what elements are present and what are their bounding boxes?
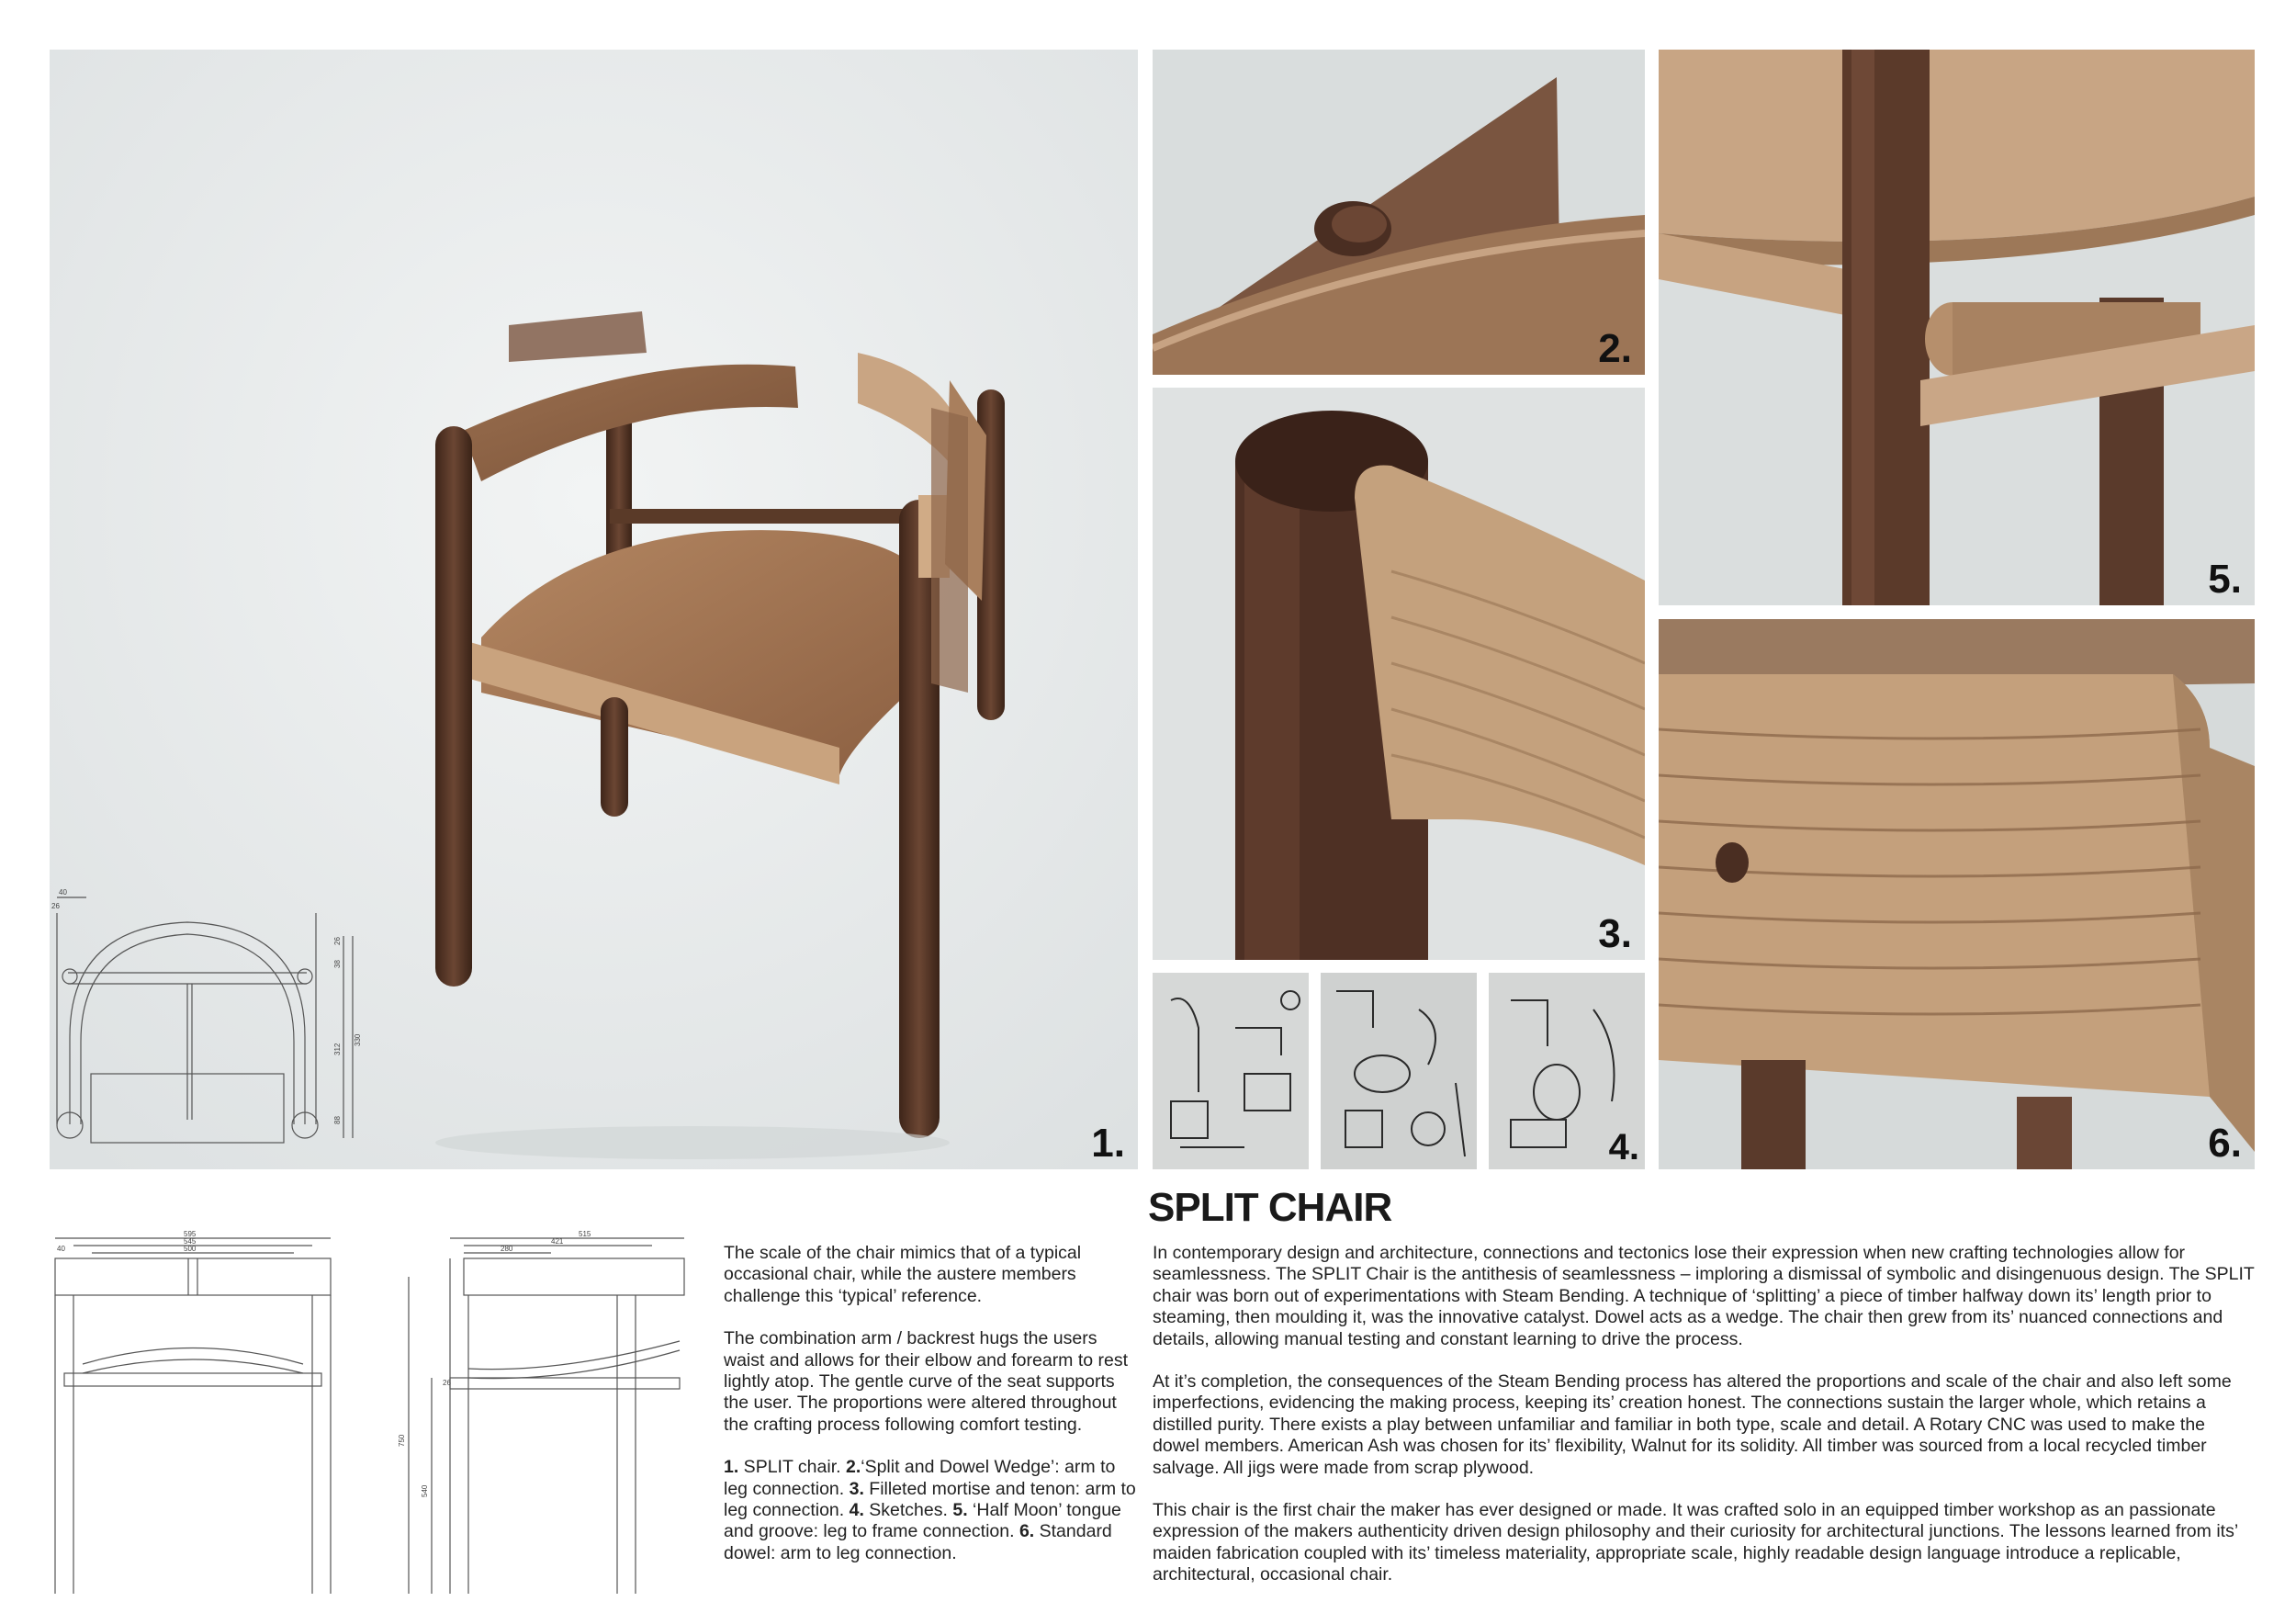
filleted-mortise-photo [1153, 388, 1645, 960]
caption-number: 2. [845, 1457, 861, 1478]
ergonomics-paragraph: The combination arm / backrest hugs the users waist and allows for their elbow and forearm to rest lightly atop. The gentle curve of the seat supports the user. The proportions were altered throughout the crafting process following comfort testing. [724, 1328, 1129, 1435]
dim-label: 595 [184, 1231, 197, 1238]
plan-drawing [50, 876, 380, 1169]
half-moon-photo [1659, 50, 2255, 605]
sketches [1153, 973, 1645, 1169]
panel-number: 5. [2208, 557, 2242, 602]
caption-number: 3. [849, 1478, 864, 1499]
caption-number: 6. [1019, 1521, 1035, 1542]
side-elevation-drawing [377, 1231, 698, 1598]
dim-label: 500 [184, 1245, 197, 1253]
caption-text: ‘Half Moon’ tongue and groove: leg to frame connection. [724, 1500, 1121, 1542]
dim-label: 26 [333, 937, 342, 945]
maker-paragraph: This chair is the first chair the maker has ever designed or made. It was crafted solo in an equipped timber workshop as an passionate expression of the makers authenticity driven design philosophy and their curiosity for architectural junctions. The lessons learned from its’ maiden fabrication coupled with its’ timeless materiality, appropriate scale, highly readable design language introduce a replicable, architectural, occasional chair. [1153, 1500, 2238, 1585]
dim-label: 26 [51, 902, 60, 910]
caption-text: Filleted mortise and tenon: arm to leg connection. [724, 1478, 1136, 1521]
front-elevation-drawing [46, 1231, 340, 1598]
panel-number: 4. [1608, 1127, 1639, 1167]
dim-label: 545 [184, 1237, 197, 1246]
description-right-column [1153, 1243, 2255, 1607]
caption-text: Sketches. [863, 1500, 953, 1521]
standard-dowel-photo [1659, 619, 2255, 1169]
dim-label: 88 [333, 1116, 342, 1124]
dim-label: 40 [57, 1245, 65, 1253]
dim-label: 330 [354, 1033, 362, 1046]
caption-number: 5. [952, 1500, 968, 1521]
dim-label: 312 [333, 1043, 342, 1055]
panel-number: 1. [1091, 1121, 1125, 1166]
page-title: SPLIT CHAIR [1148, 1185, 1392, 1230]
panel-number: 6. [2208, 1121, 2242, 1166]
dim-label: 38 [333, 960, 342, 968]
dim-label: 421 [551, 1237, 564, 1246]
dim-label: 280 [501, 1245, 513, 1253]
main-chair-photo [50, 50, 1138, 1169]
split-dowel-wedge-photo [1153, 50, 1645, 375]
dim-label: 40 [59, 888, 67, 897]
panel-number: 2. [1598, 326, 1632, 371]
caption-text: ‘Split and Dowel Wedge’: arm to leg connection. [724, 1457, 1116, 1499]
caption-number: 4. [849, 1500, 864, 1521]
dim-label: 750 [398, 1434, 406, 1447]
process-paragraph: At it’s completion, the consequences of the Steam Bending process has altered the proportions and scale of the chair and also left some imperfections, evidencing the making process, keeping its’ creation honest. The connections sustain the larger whole, which retains a distilled purity. There exists a play between unfamiliar and familiar in both type, scale and detail. A Rotary CNC was used to make the dowel members. American Ash was chosen for its’ flexibility, Walnut for its solidity. All timber was sourced from a local recycled timber salvage. All jigs were made from scrap plywood. [1153, 1371, 2232, 1478]
captions-paragraph [724, 1457, 1137, 1564]
dim-label: 515 [579, 1231, 591, 1238]
panel-number: 3. [1598, 911, 1632, 956]
caption-text: SPLIT chair. [738, 1457, 846, 1478]
caption-text: Standard dowel: arm to leg connection. [724, 1521, 1112, 1563]
description-left-column [724, 1243, 1137, 1585]
dim-label: 26 [443, 1379, 451, 1387]
dim-label: 540 [421, 1484, 429, 1497]
intro-paragraph: The scale of the chair mimics that of a typical occasional chair, while the austere members challenge this ‘typical’ reference. [724, 1243, 1082, 1306]
caption-number: 1. [724, 1457, 739, 1478]
concept-paragraph: In contemporary design and architecture, connections and tectonics lose their expression when new crafting technologies allow for seamlessness. The SPLIT Chair is the antithesis of seamlessness – imploring a dismissal of symbolic and disingenuous design. The SPLIT chair was born out of experimentations with Steam Bending. A technique of ‘splitting’ a piece of timber halfway down its’ length prior to steaming, then moulding it, was the innovative catalyst. Dowel acts as a wedge. The chair then grew from its’ nuanced connections and details, allowing manual testing and constant learning to drive the process. [1153, 1243, 2255, 1349]
